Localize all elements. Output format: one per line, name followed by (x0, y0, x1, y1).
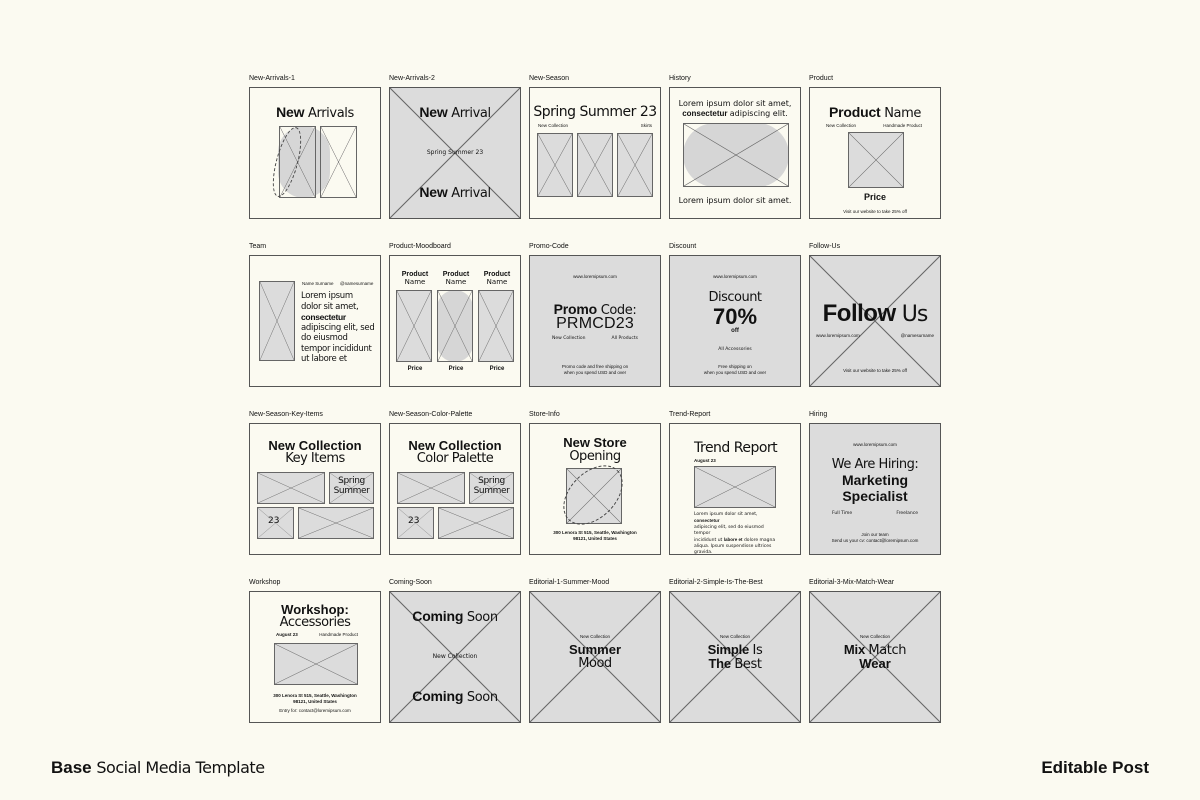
template-label: Discount (669, 243, 697, 250)
template-card[interactable] (669, 591, 801, 723)
trend-body: Lorem ipsum dolor sit amet, consectetur adipiscing elit, sed do eiusmod tempor incididunt ut labore et dolore magna aliqua. Ipsum suspendisse ultrices gravida. (694, 512, 776, 555)
image-placeholder (683, 123, 789, 187)
hiring-title-3: Specialist (842, 488, 908, 504)
template-workshop[interactable] (249, 578, 381, 723)
image-placeholder (848, 132, 904, 188)
template-editorial-3[interactable] (809, 578, 941, 723)
card-title: Discount (708, 290, 762, 305)
image-placeholder (694, 466, 776, 508)
template-label: New-Season-Key-Items (249, 411, 323, 418)
template-history[interactable] (669, 74, 801, 219)
card-title-2: Wear (859, 656, 891, 671)
card-right-caption: Freelance (896, 511, 918, 516)
footer-title: Social Media Template (96, 758, 265, 777)
image-placeholder (397, 472, 465, 504)
card-url: www.loremipsum.com (573, 274, 617, 279)
discount-scope: All Accessories (718, 347, 752, 352)
template-card[interactable] (249, 423, 381, 555)
template-hiring[interactable] (809, 410, 941, 555)
card-footer-1: Join our team (861, 532, 889, 537)
card-title: New Arrivals (276, 104, 354, 121)
card-footer-2: Send us your cv: contact@loremipsum.com (831, 538, 919, 543)
workshop-address-1: 300 Lenora St 515, Seattle, Washington (273, 693, 357, 698)
card-footer: Visit our website to take 25% off (843, 368, 907, 373)
card-title: Spring Summer 23 (533, 104, 657, 120)
moodboard-item-2-title: Product Name (442, 271, 470, 286)
card-title-1: Simple Is (707, 642, 763, 658)
card-title-2: Mood (578, 656, 612, 671)
image-placeholder (298, 507, 374, 539)
hiring-title-1: We Are Hiring: (831, 457, 919, 472)
template-card[interactable] (249, 591, 381, 723)
footer-brand-title (51, 758, 265, 778)
template-team[interactable] (249, 242, 381, 387)
template-editorial-2[interactable] (669, 578, 801, 723)
template-label: Editorial-1-Summer-Mood (529, 579, 610, 586)
card-kicker: New Collection (719, 634, 750, 639)
card-title-1: New Collection (408, 438, 502, 453)
card-title-2: Accessories (279, 615, 351, 630)
template-card[interactable] (669, 87, 801, 219)
history-line-1: Lorem ipsum dolor sit amet, (678, 99, 792, 108)
history-line-2: consectetur adipiscing elit. (682, 109, 788, 118)
history-bottom: Lorem ipsum dolor sit amet. (678, 196, 792, 205)
template-card[interactable] (809, 87, 941, 219)
card-footer-2: when you spend USD and over (563, 370, 627, 375)
template-product-moodboard[interactable] (389, 242, 521, 387)
team-name: Name Surname (302, 281, 334, 286)
season-text: Spring Summer (333, 476, 370, 496)
card-title: Coming Soon (412, 608, 498, 625)
image-placeholder (469, 472, 514, 504)
template-card[interactable] (669, 423, 801, 555)
card-subtitle: Spring Summer 23 (426, 149, 484, 156)
card-title-1: Workshop: (281, 602, 349, 617)
template-card[interactable] (389, 423, 521, 555)
card-right-caption: Handmade Product (319, 632, 358, 637)
template-label: Editorial-2-Simple-Is-The-Best (669, 579, 763, 586)
card-title: Promo Code: (553, 301, 637, 318)
template-card[interactable] (389, 591, 521, 723)
template-label: Hiring (809, 411, 828, 418)
template-label: New-Arrivals-2 (389, 75, 435, 82)
card-url: www.loremipsum.com (713, 274, 757, 279)
template-store-info[interactable] (529, 410, 661, 555)
template-product[interactable] (809, 74, 941, 219)
card-title-2: Key Items (285, 451, 345, 466)
template-card[interactable] (389, 255, 521, 387)
card-title: Trend Report (694, 440, 778, 456)
price-label: Price (489, 366, 505, 372)
template-new-season-color-palette[interactable] (389, 410, 521, 555)
card-right-caption: Handmade Product (883, 123, 922, 128)
template-label: Trend-Report (669, 411, 711, 418)
template-label: New-Arrivals-1 (249, 75, 295, 82)
template-card[interactable] (249, 255, 381, 387)
card-footer: Visit our website to take 25% off (843, 209, 907, 214)
template-new-arrivals-1[interactable] (249, 74, 381, 219)
card-title: New Arrival (419, 104, 491, 121)
discount-percent: 70% (712, 304, 758, 329)
image-placeholder (396, 290, 432, 362)
image-placeholder (257, 472, 325, 504)
template-trend-report[interactable] (669, 410, 801, 555)
template-label: New-Season-Color-Palette (389, 411, 473, 418)
image-placeholder (274, 643, 358, 685)
card-title-2: Color Palette (416, 451, 494, 466)
template-label: History (669, 75, 691, 82)
moodboard-item-1-title: Product Name (401, 271, 429, 286)
template-card[interactable] (529, 87, 661, 219)
template-label: Editorial-3-Mix-Match-Wear (809, 579, 895, 586)
image-placeholder (437, 290, 473, 362)
season-text: Spring Summer (473, 476, 510, 496)
brand-name: Base (51, 758, 92, 777)
image-placeholder (438, 507, 514, 539)
card-title-1: New Collection (268, 438, 362, 453)
card-kicker: New Collection (579, 634, 610, 639)
workshop-address-2: 98121, United States (293, 699, 337, 704)
card-title: Product Name (829, 104, 921, 121)
card-footer: Entry for: contact@loremipsum.com (279, 708, 351, 713)
card-left-caption: Full Time (832, 511, 853, 516)
card-kicker: New Collection (859, 634, 890, 639)
template-editorial-1[interactable] (529, 578, 661, 723)
card-title-1: New Store (563, 435, 627, 450)
template-label: Promo-Code (529, 243, 569, 250)
discount-off: off (731, 328, 739, 334)
card-right-caption: All Products (611, 336, 638, 341)
image-placeholder (257, 507, 294, 539)
image-placeholder (537, 133, 573, 197)
template-coming-soon[interactable] (389, 578, 521, 723)
card-url: www.loremipsum.com (853, 442, 897, 447)
template-discount[interactable] (669, 242, 801, 387)
image-placeholder (577, 133, 613, 197)
store-address-2: 98121, United States (573, 536, 617, 541)
promo-code: PRMCD23 (556, 315, 634, 332)
card-subtitle: New Collection (432, 653, 478, 660)
template-card[interactable] (389, 87, 521, 219)
template-new-season[interactable] (529, 74, 661, 219)
template-card[interactable] (529, 423, 661, 555)
footer-editable-post: Editable Post (1041, 758, 1149, 777)
template-label: Follow-Us (809, 243, 841, 250)
card-left-caption: New Collection (552, 336, 586, 341)
card-title-bottom: New Arrival (419, 184, 491, 201)
image-placeholder (478, 290, 514, 362)
card-left-caption: New Collection (826, 123, 857, 128)
store-address-1: 300 Lenora St 515, Seattle, Washington (553, 530, 637, 535)
template-label: Coming-Soon (389, 579, 432, 586)
template-grid (249, 74, 943, 723)
template-label: Product (809, 75, 834, 82)
price-label: Price (448, 366, 464, 372)
template-label: Product-Moodboard (389, 243, 451, 250)
card-title-bottom: Coming Soon (412, 688, 498, 705)
workshop-date: August 23 (276, 632, 298, 637)
card-title-2: Opening (569, 449, 621, 464)
image-placeholder (617, 133, 653, 197)
card-footer-1: Promo code and free shipping on (561, 364, 629, 369)
team-bio: Lorem ipsum dolor sit amet, consectetur adipiscing elit, sed do eiusmod tempor incididunt ut labore et (301, 291, 375, 364)
card-title-2: The Best (708, 656, 762, 672)
season-number: 23 (408, 516, 420, 526)
template-card[interactable] (249, 87, 381, 219)
card-title-1: Summer (568, 642, 622, 657)
template-label: Workshop (249, 579, 281, 586)
template-label: Store-Info (529, 411, 560, 418)
template-card[interactable] (809, 255, 941, 387)
price-label: Price (407, 366, 423, 372)
image-placeholder (320, 126, 357, 198)
template-follow-us[interactable] (809, 242, 941, 387)
template-label: Team (249, 243, 267, 250)
card-left-caption: New Collection (538, 123, 569, 128)
template-label: New-Season (529, 75, 570, 82)
card-footer-2: when you spend USD and over (703, 370, 767, 375)
price-label: Price (863, 192, 887, 202)
card-url: www.loremipsum.com (816, 333, 860, 338)
card-footer-1: Free shipping on (718, 364, 752, 369)
template-card[interactable] (529, 591, 661, 723)
image-placeholder (397, 507, 434, 539)
moodboard-item-3-title: Product Name (483, 271, 511, 286)
template-card[interactable] (669, 255, 801, 387)
template-card[interactable] (809, 591, 941, 723)
card-handle: @namesurname (900, 333, 934, 338)
template-new-season-key-items[interactable] (249, 410, 381, 555)
template-card[interactable] (809, 423, 941, 555)
card-right-caption: Skirts (640, 123, 652, 128)
trend-date: August 23 (694, 458, 716, 463)
image-placeholder (329, 472, 374, 504)
template-new-arrivals-2[interactable] (389, 74, 521, 219)
card-title: Follow Us (822, 300, 928, 327)
template-promo-code[interactable] (529, 242, 661, 387)
team-handle: @namesurname (340, 281, 374, 286)
hiring-title-2: Marketing (841, 472, 909, 488)
image-placeholder (259, 281, 295, 361)
template-card[interactable] (529, 255, 661, 387)
card-title-1: Mix Match (843, 642, 907, 658)
season-number: 23 (268, 516, 280, 526)
